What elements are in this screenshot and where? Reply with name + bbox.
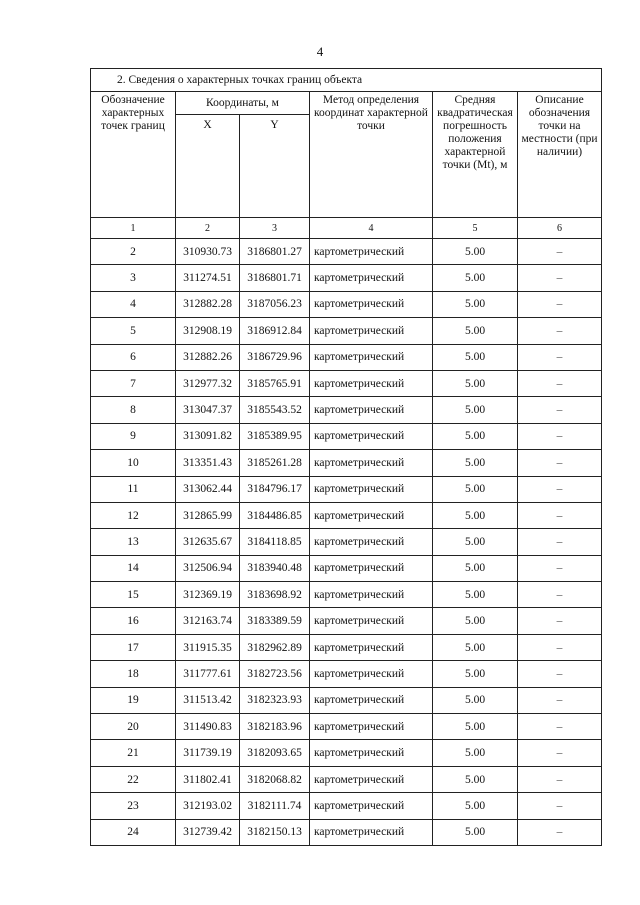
coord-x: 312882.28 [176, 291, 240, 317]
coord-x: 312193.02 [176, 793, 240, 819]
method: картометрический [310, 819, 433, 845]
table-row [91, 265, 602, 291]
coord-y: 3185261.28 [240, 450, 310, 476]
description: – [518, 819, 602, 845]
method: картометрический [310, 766, 433, 792]
coord-x: 313351.43 [176, 450, 240, 476]
coord-y: 3184486.85 [240, 502, 310, 528]
coord-x: 311802.41 [176, 766, 240, 792]
coord-x: 313062.44 [176, 476, 240, 502]
method: картометрический [310, 239, 433, 265]
point-number: 14 [91, 555, 176, 581]
coord-y: 3184118.85 [240, 529, 310, 555]
description: – [518, 555, 602, 581]
accuracy: 5.00 [433, 766, 518, 792]
point-number: 6 [91, 344, 176, 370]
accuracy: 5.00 [433, 239, 518, 265]
coord-x: 312506.94 [176, 555, 240, 581]
table-row [91, 239, 602, 265]
method: картометрический [310, 608, 433, 634]
coord-y: 3183389.59 [240, 608, 310, 634]
description: – [518, 291, 602, 317]
coord-y: 3186729.96 [240, 344, 310, 370]
header-description: Описание обозначения точки на местности (при наличии) [518, 92, 602, 218]
table-row [91, 661, 602, 687]
method: картометрический [310, 661, 433, 687]
coord-y: 3183940.48 [240, 555, 310, 581]
header-accuracy: Средняя квадратическая погрешность положения характерной точки (Mt), м [433, 92, 518, 218]
coord-y: 3185543.52 [240, 397, 310, 423]
method: картометрический [310, 423, 433, 449]
point-number: 22 [91, 766, 176, 792]
description: – [518, 265, 602, 291]
description: – [518, 476, 602, 502]
point-number: 11 [91, 476, 176, 502]
point-number: 3 [91, 265, 176, 291]
table-row [91, 687, 602, 713]
coord-x: 313047.37 [176, 397, 240, 423]
method: картометрический [310, 397, 433, 423]
table-row [91, 529, 602, 555]
method: картометрический [310, 714, 433, 740]
coord-x: 312163.74 [176, 608, 240, 634]
coord-x: 311490.83 [176, 714, 240, 740]
table-row [91, 502, 602, 528]
method: картометрический [310, 529, 433, 555]
boundary-points-table [90, 68, 602, 846]
table-row [91, 423, 602, 449]
column-numbers-row [91, 218, 602, 239]
table-row [91, 555, 602, 581]
header-x: X [176, 115, 240, 218]
accuracy: 5.00 [433, 529, 518, 555]
point-number: 24 [91, 819, 176, 845]
method: картометрический [310, 582, 433, 608]
table-row [91, 370, 602, 396]
table-row [91, 476, 602, 502]
method: картометрический [310, 291, 433, 317]
coord-x: 312739.42 [176, 819, 240, 845]
point-number: 8 [91, 397, 176, 423]
point-number: 9 [91, 423, 176, 449]
header-coordinates: Координаты, м [176, 92, 310, 115]
table-row [91, 766, 602, 792]
description: – [518, 582, 602, 608]
accuracy: 5.00 [433, 634, 518, 660]
coord-y: 3185389.95 [240, 423, 310, 449]
description: – [518, 740, 602, 766]
coord-y: 3182111.74 [240, 793, 310, 819]
point-number: 15 [91, 582, 176, 608]
point-number: 16 [91, 608, 176, 634]
point-number: 2 [91, 239, 176, 265]
coord-y: 3182962.89 [240, 634, 310, 660]
method: картометрический [310, 476, 433, 502]
method: картометрический [310, 344, 433, 370]
table-row [91, 608, 602, 634]
header-y: Y [240, 115, 310, 218]
column-number: 3 [240, 218, 310, 239]
accuracy: 5.00 [433, 687, 518, 713]
accuracy: 5.00 [433, 476, 518, 502]
point-number: 4 [91, 291, 176, 317]
accuracy: 5.00 [433, 661, 518, 687]
accuracy: 5.00 [433, 555, 518, 581]
coord-y: 3182723.56 [240, 661, 310, 687]
accuracy: 5.00 [433, 450, 518, 476]
coord-y: 3182183.96 [240, 714, 310, 740]
description: – [518, 634, 602, 660]
accuracy: 5.00 [433, 291, 518, 317]
coord-x: 311739.19 [176, 740, 240, 766]
table-row [91, 318, 602, 344]
description: – [518, 450, 602, 476]
coord-y: 3186801.27 [240, 239, 310, 265]
accuracy: 5.00 [433, 502, 518, 528]
accuracy: 5.00 [433, 819, 518, 845]
description: – [518, 714, 602, 740]
accuracy: 5.00 [433, 397, 518, 423]
table-row [91, 582, 602, 608]
table-row [91, 450, 602, 476]
method: картометрический [310, 502, 433, 528]
coord-x: 312977.32 [176, 370, 240, 396]
coord-x: 312882.26 [176, 344, 240, 370]
coord-x: 310930.73 [176, 239, 240, 265]
header-point-designation: Обозначение характерных точек границ [91, 92, 176, 218]
column-number: 6 [518, 218, 602, 239]
method: картометрический [310, 740, 433, 766]
coord-x: 311513.42 [176, 687, 240, 713]
method: картометрический [310, 318, 433, 344]
point-number: 12 [91, 502, 176, 528]
table-row [91, 740, 602, 766]
point-number: 21 [91, 740, 176, 766]
coord-x: 311777.61 [176, 661, 240, 687]
accuracy: 5.00 [433, 370, 518, 396]
description: – [518, 608, 602, 634]
description: – [518, 502, 602, 528]
coord-x: 313091.82 [176, 423, 240, 449]
point-number: 17 [91, 634, 176, 660]
page-number: 4 [316, 44, 324, 59]
description: – [518, 529, 602, 555]
accuracy: 5.00 [433, 608, 518, 634]
description: – [518, 318, 602, 344]
description: – [518, 661, 602, 687]
method: картометрический [310, 793, 433, 819]
coord-y: 3182068.82 [240, 766, 310, 792]
description: – [518, 397, 602, 423]
column-number: 5 [433, 218, 518, 239]
table-row [91, 291, 602, 317]
description: – [518, 370, 602, 396]
table-row [91, 819, 602, 845]
method: картометрический [310, 370, 433, 396]
method: картометрический [310, 450, 433, 476]
method: картометрический [310, 555, 433, 581]
coord-y: 3186801.71 [240, 265, 310, 291]
coord-y: 3183698.92 [240, 582, 310, 608]
table-row [91, 344, 602, 370]
point-number: 19 [91, 687, 176, 713]
coord-x: 312635.67 [176, 529, 240, 555]
point-number: 18 [91, 661, 176, 687]
point-number: 13 [91, 529, 176, 555]
column-number: 1 [91, 218, 176, 239]
column-number: 4 [310, 218, 433, 239]
point-number: 7 [91, 370, 176, 396]
coord-y: 3182093.65 [240, 740, 310, 766]
table-row [91, 714, 602, 740]
method: картометрический [310, 634, 433, 660]
accuracy: 5.00 [433, 423, 518, 449]
description: – [518, 344, 602, 370]
description: – [518, 239, 602, 265]
coord-y: 3185765.91 [240, 370, 310, 396]
accuracy: 5.00 [433, 344, 518, 370]
description: – [518, 793, 602, 819]
method: картометрический [310, 265, 433, 291]
section-title: 2. Сведения о характерных точках границ объекта [91, 69, 602, 92]
table-row [91, 397, 602, 423]
method: картометрический [310, 687, 433, 713]
point-number: 20 [91, 714, 176, 740]
coord-y: 3184796.17 [240, 476, 310, 502]
description: – [518, 423, 602, 449]
accuracy: 5.00 [433, 740, 518, 766]
accuracy: 5.00 [433, 265, 518, 291]
column-number: 2 [176, 218, 240, 239]
table-row [91, 634, 602, 660]
coord-y: 3186912.84 [240, 318, 310, 344]
coord-y: 3182323.93 [240, 687, 310, 713]
point-number: 23 [91, 793, 176, 819]
header-method: Метод определения координат характерной точки [310, 92, 433, 218]
coord-y: 3182150.13 [240, 819, 310, 845]
coord-x: 311274.51 [176, 265, 240, 291]
accuracy: 5.00 [433, 318, 518, 344]
coord-x: 312908.19 [176, 318, 240, 344]
accuracy: 5.00 [433, 714, 518, 740]
coord-y: 3187056.23 [240, 291, 310, 317]
accuracy: 5.00 [433, 582, 518, 608]
description: – [518, 766, 602, 792]
coord-x: 311915.35 [176, 634, 240, 660]
accuracy: 5.00 [433, 793, 518, 819]
coord-x: 312865.99 [176, 502, 240, 528]
point-number: 10 [91, 450, 176, 476]
description: – [518, 687, 602, 713]
coord-x: 312369.19 [176, 582, 240, 608]
table-row [91, 793, 602, 819]
point-number: 5 [91, 318, 176, 344]
